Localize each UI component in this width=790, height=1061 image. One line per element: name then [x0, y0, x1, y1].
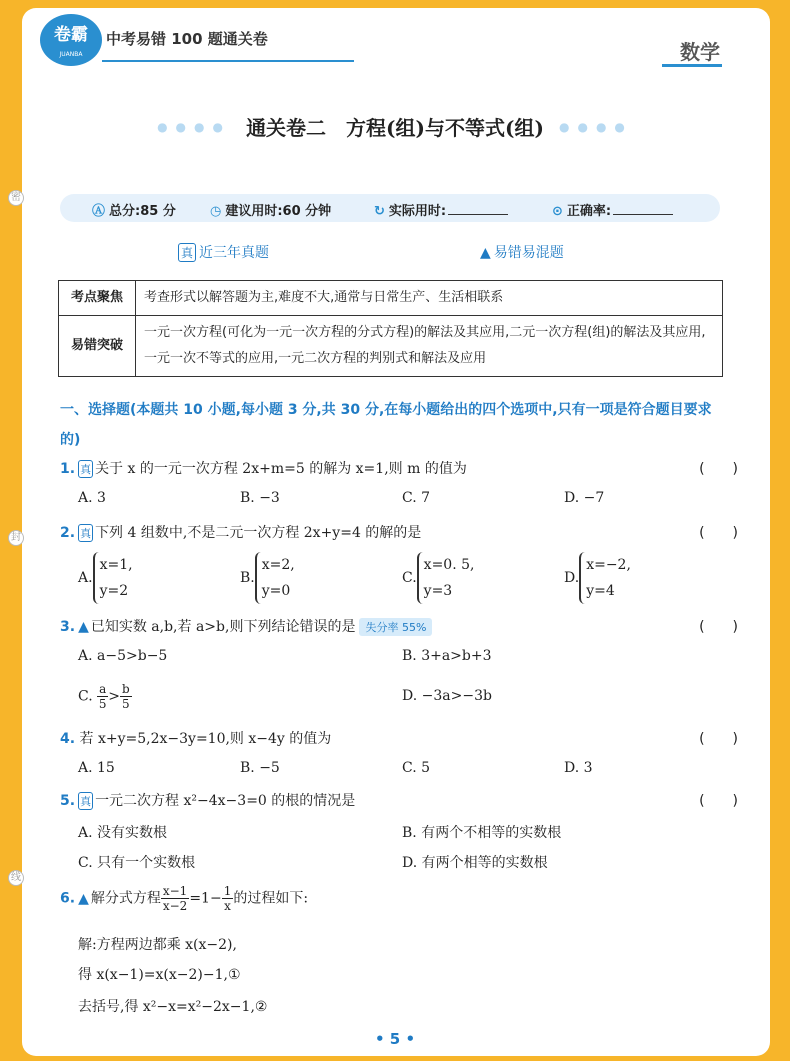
title-row [0, 112, 790, 141]
option[interactable]: A. 3 [78, 490, 106, 506]
answer-paren[interactable]: ( ) [699, 793, 738, 809]
subject-label: 数学 [680, 40, 720, 64]
option[interactable]: A. 没有实数根 [78, 825, 168, 841]
option[interactable]: C. 5 [402, 760, 431, 776]
actual-time[interactable]: ↻ 实际用时: [374, 200, 508, 219]
option[interactable]: B.x=2, y=0 [240, 552, 295, 604]
answer-paren[interactable]: ( ) [699, 619, 738, 635]
page-number: • 5 • [374, 1030, 416, 1048]
tag-error-prone: ▲ 易错易混题 [480, 245, 564, 261]
question-5: 5. 真 一元二次方程 x²−4x−3=0 的根的情况是 [60, 793, 356, 809]
question-1: 1. 真 关于 x 的一元一次方程 2x+m=5 的解为 x=1,则 m 的值为 [60, 461, 467, 477]
option[interactable]: D. −3a>−3b [402, 688, 492, 704]
brand-logo-sub: JUANBA [59, 51, 83, 58]
option[interactable]: A. a−5>b−5 [78, 648, 168, 664]
decor-dots: ●●●● [559, 119, 633, 134]
total-score: Ⓐ 总分:85 分 [92, 204, 176, 219]
subject-underline [662, 64, 722, 67]
stats-bar [60, 194, 720, 222]
option[interactable]: A.x=1, y=2 [78, 552, 133, 604]
section-heading: 一、选择题(本题共 10 小题,每小题 3 分,共 30 分,在每小题给出的四个选项中,只有一项是符合题目要求的) [60, 402, 712, 448]
brand-logo: 卷霸 [40, 14, 102, 66]
option[interactable]: D. −7 [564, 490, 605, 506]
table-label: 考点聚焦 [59, 281, 136, 316]
fraction: $\frac{b}{5}$ [122, 682, 130, 711]
question-2: 2. 真 下列 4 组数中,不是二元一次方程 2x+y=4 的解的是 [60, 525, 422, 541]
warning-icon: ▲ [78, 890, 89, 907]
option[interactable]: B. −5 [240, 760, 280, 776]
table-cell: 一元一次方程(可化为一元一次方程的分式方程)的解法及其应用,二元一次方程(组)的解法及其应用,一元一次不等式的应用,一元二次方程的判别式和解法及应用 [136, 316, 723, 377]
zhen-icon: 真 [178, 243, 196, 262]
series-title: 中考易错 100 题通关卷 [106, 30, 268, 48]
question-4: 4. 若 x+y=5,2x−3y=10,则 x−4y 的值为 [60, 731, 332, 747]
timer-icon: ↻ [374, 204, 385, 219]
option[interactable]: B. −3 [240, 490, 280, 506]
fraction: $\frac{a}{5}$ [98, 682, 107, 711]
option[interactable]: D. 有两个相等的实数根 [402, 855, 548, 871]
table-cell: 考查形式以解答题为主,难度不大,通常与日常生产、生活相联系 [136, 281, 723, 316]
option[interactable]: C.x=0. 5, y=3 [402, 552, 474, 604]
warning-icon: ▲ [78, 619, 89, 635]
page-header [40, 14, 730, 66]
table-label: 易错突破 [59, 316, 136, 377]
decor-dots: ●●●● [157, 119, 231, 134]
table-row [59, 316, 723, 377]
equation-system: x=2, y=0 [255, 552, 295, 604]
fraction: $\frac{1}{x}$ [223, 884, 232, 913]
option[interactable]: C. 只有一个实数根 [78, 855, 196, 871]
equation-system: x=0. 5, y=3 [417, 552, 475, 604]
tag-recent-exam: 真 近三年真题 [178, 242, 269, 262]
error-rate-badge: 失分率 55% [359, 618, 432, 636]
option[interactable]: B. 有两个不相等的实数根 [402, 825, 562, 841]
info-table [58, 280, 723, 377]
margin-mark: 密 [8, 190, 24, 206]
clock-icon: ◷ [210, 204, 222, 219]
option[interactable]: D.x=−2, y=4 [564, 552, 631, 604]
zhen-icon: 真 [78, 792, 93, 810]
suggested-time: ◷ 建议用时:60 分钟 [210, 204, 332, 219]
check-icon: ⊙ [552, 204, 563, 219]
option[interactable]: C. 7 [402, 490, 431, 506]
margin-mark: 线 [8, 870, 24, 886]
equation-system: x=−2, y=4 [579, 552, 631, 604]
question-3: 3. ▲ 已知实数 a,b,若 a>b,则下列结论错误的是 失分率 55% [60, 616, 432, 636]
option[interactable]: D. 3 [564, 760, 593, 776]
fraction: $\frac{x-1}{x-2}$ [162, 884, 188, 913]
solution-line: 得 x(x−1)=x(x−2)−1,① [78, 967, 241, 983]
equation-system: x=1, y=2 [93, 552, 133, 604]
answer-paren[interactable]: ( ) [699, 461, 738, 477]
option[interactable]: C. $\frac{a}{5}>$ $\frac{b}{5}$ [78, 682, 130, 711]
answer-paren[interactable]: ( ) [699, 525, 738, 541]
question-6: 6. ▲ 解分式方程 $\frac{x-1}{x-2}=1-$ $\frac{1}{x}$的过程如下: [60, 884, 309, 913]
solution-line: 去括号,得 x²−x=x²−2x−1,② [78, 999, 268, 1015]
accuracy[interactable]: ⊙ 正确率: [552, 200, 673, 219]
warning-icon: ▲ [480, 245, 491, 261]
option[interactable]: B. 3+a>b+3 [402, 648, 492, 664]
answer-paren[interactable]: ( ) [699, 731, 738, 747]
page-title: 通关卷二 方程(组)与不等式(组) [246, 116, 544, 140]
header-underline [102, 60, 354, 62]
option[interactable]: A. 15 [78, 760, 115, 776]
score-icon: Ⓐ [92, 204, 106, 219]
table-row [59, 281, 723, 316]
zhen-icon: 真 [78, 524, 93, 542]
margin-mark: 封 [8, 530, 24, 546]
zhen-icon: 真 [78, 460, 93, 478]
solution-line: 解:方程两边都乘 x(x−2), [78, 937, 237, 953]
